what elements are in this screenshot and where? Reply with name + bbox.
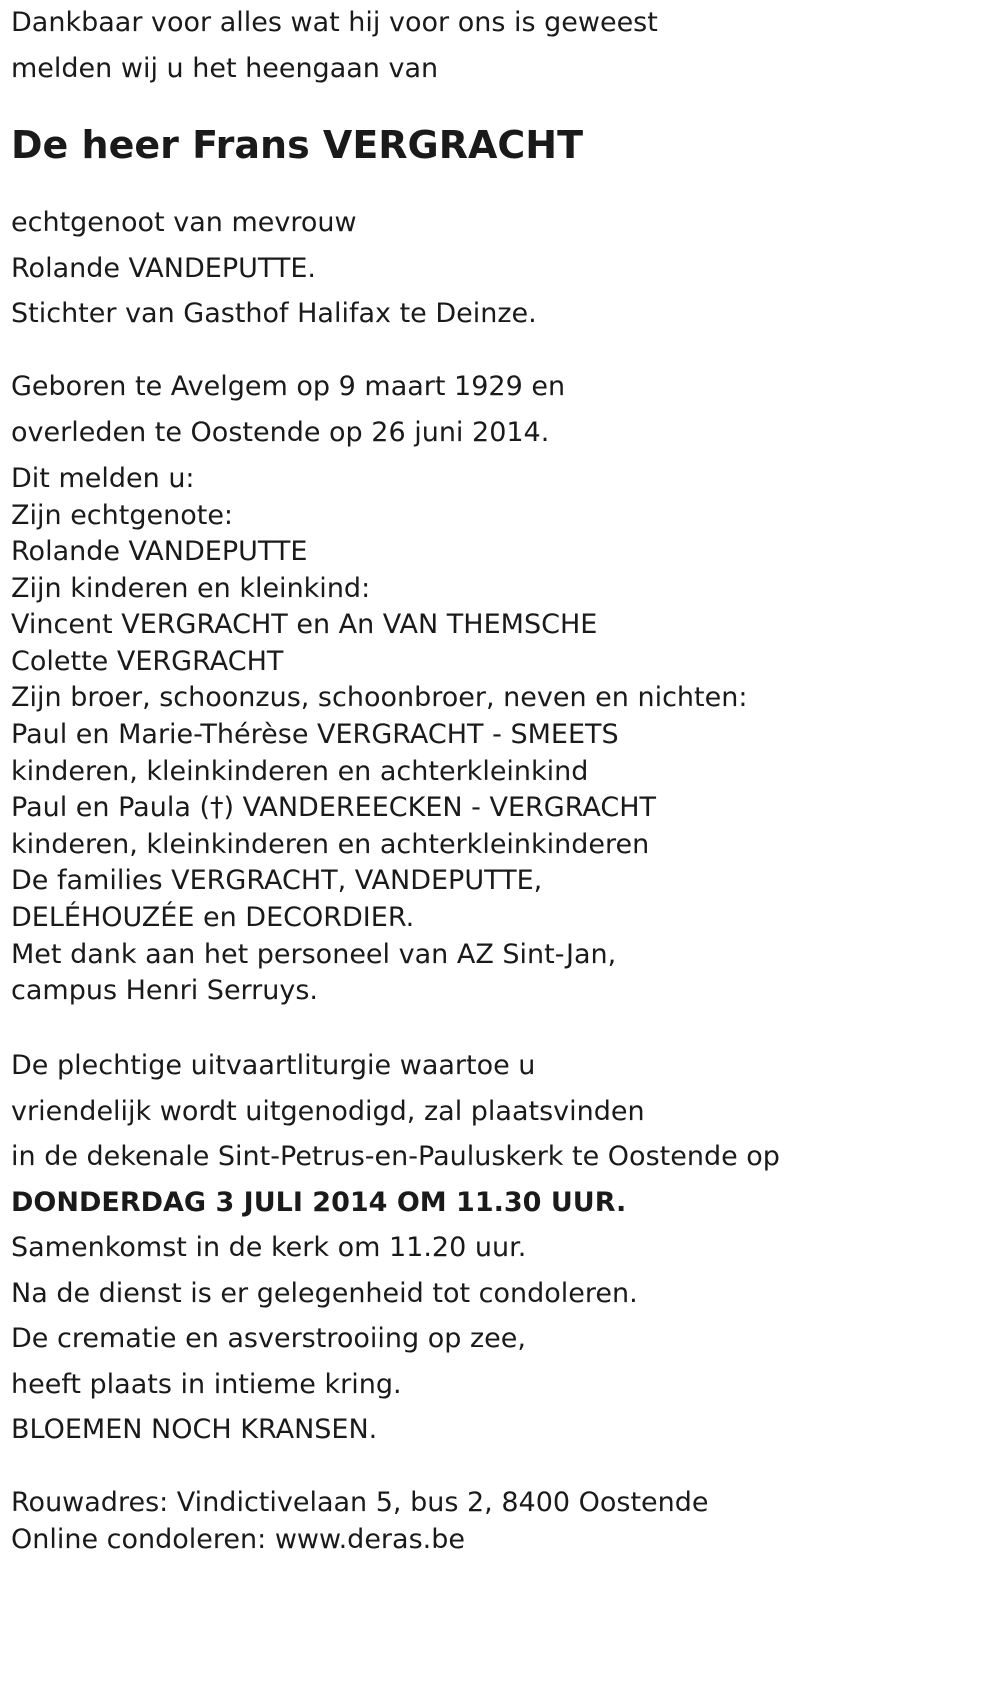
family-line: campus Henri Serruys. bbox=[11, 975, 319, 1006]
family-line: Zijn kinderen en kleinkind: bbox=[11, 573, 371, 604]
family-line: Paul en Marie-Thérèse VERGRACHT - SMEETS bbox=[11, 719, 619, 750]
service-date: DONDERDAG 3 JULI 2014 OM 11.30 UUR. bbox=[11, 1187, 627, 1218]
family-line: Paul en Paula (†) VANDEREECKEN - VERGRACHT bbox=[11, 792, 657, 823]
deceased-name: De heer Frans VERGRACHT bbox=[11, 123, 584, 167]
intro-line: Dankbaar voor alles wat hij voor ons is geweest bbox=[11, 7, 658, 38]
family-line: Zijn broer, schoonzus, schoonbroer, neven en nichten: bbox=[11, 682, 748, 713]
life-line: Geboren te Avelgem op 9 maart 1929 en bbox=[11, 371, 566, 402]
service-line: vriendelijk wordt uitgenodigd, zal plaatsvinden bbox=[11, 1096, 645, 1127]
family-line: Rolande VANDEPUTTE bbox=[11, 536, 308, 567]
life-line: overleden te Oostende op 26 juni 2014. bbox=[11, 417, 550, 448]
intro-line: melden wij u het heengaan van bbox=[11, 53, 439, 84]
family-line: Dit melden u: bbox=[11, 463, 195, 494]
spouse-line: Rolande VANDEPUTTE. bbox=[11, 253, 317, 284]
family-line: DELÉHOUZÉE en DECORDIER. bbox=[11, 902, 415, 933]
family-line: Met dank aan het personeel van AZ Sint-Jan, bbox=[11, 939, 617, 970]
after-line: De crematie en asverstrooiing op zee, bbox=[11, 1323, 526, 1354]
family-line: Vincent VERGRACHT en An VAN THEMSCHE bbox=[11, 609, 598, 640]
service-line: in de dekenale Sint-Petrus-en-Pauluskerk te Oostende op bbox=[11, 1141, 780, 1172]
obituary-notice bbox=[11, 0, 1000, 1708]
family-line: Zijn echtgenote: bbox=[11, 500, 234, 531]
after-line: BLOEMEN NOCH KRANSEN. bbox=[11, 1414, 378, 1445]
contact-address: Rouwadres: Vindictivelaan 5, bus 2, 8400 Oostende bbox=[11, 1487, 709, 1518]
spouse-line: Stichter van Gasthof Halifax te Deinze. bbox=[11, 298, 537, 329]
family-line: Colette VERGRACHT bbox=[11, 646, 284, 677]
after-line: Na de dienst is er gelegenheid tot condoleren. bbox=[11, 1278, 638, 1309]
family-line: De families VERGRACHT, VANDEPUTTE, bbox=[11, 865, 543, 896]
spouse-line: echtgenoot van mevrouw bbox=[11, 207, 357, 238]
family-line: kinderen, kleinkinderen en achterkleinkind bbox=[11, 756, 589, 787]
after-line: Samenkomst in de kerk om 11.20 uur. bbox=[11, 1232, 527, 1263]
service-line: De plechtige uitvaartliturgie waartoe u bbox=[11, 1050, 536, 1081]
after-line: heeft plaats in intieme kring. bbox=[11, 1369, 402, 1400]
family-line: kinderen, kleinkinderen en achterkleinkinderen bbox=[11, 829, 650, 860]
contact-website: Online condoleren: www.deras.be bbox=[11, 1524, 465, 1555]
